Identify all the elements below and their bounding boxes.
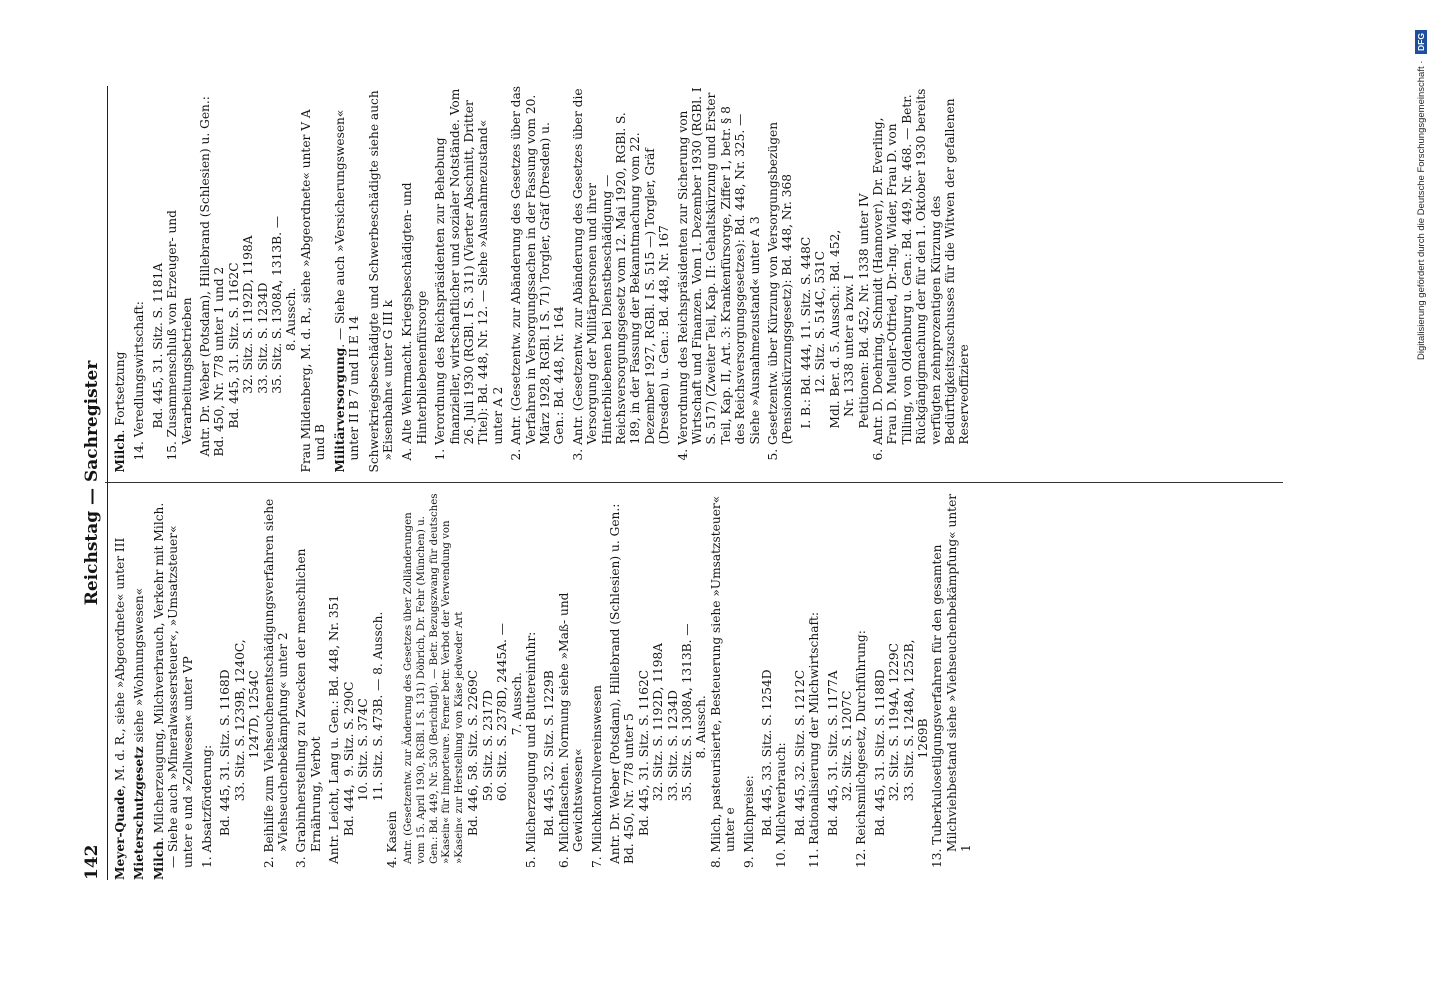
subentry-detail: Antr. (Gesetzentw. zur Änderung des Gesetzes über Zolländerungen vom 15. April 1930, RGBl. I S. 131) Döbrich, Dr. Fehr (München) u. Gen.: Bd. 449, Nr. 530 (Berichtigt). — Betr. Bezugszwang für deutsches »Kasein« für Importeure. Ferner betr. Verbot der Verwendung von »Kasein« zur Herstellung von Käse jedweder Art [403, 493, 465, 864]
subentry-heading: 9. Milchpreise: [741, 775, 756, 868]
subentry-heading: 3. Antr. (Gesetzentw. zur Abänderung des Gesetzes über die Versorgung der Militärpersonen und ihrer Hinterbliebenen bei Dienstbeschädigung — Reichsversorgungsgesetz vom 12. Mai 1920, RGBl. S. 189, in der Fassung der Bekanntmachung vom 22. Dezember 1927, RGBl. I S. 515 —) Torgler, Gräf (Dresden) u. Gen.: Bd. 448, Nr. 167 [570, 88, 672, 461]
index-entry: Frau Mildenberg, M. d. R., siehe »Abgeordnete« unter V A und B [298, 109, 328, 473]
entry-keyword: Mieterschutzgesetz [132, 746, 147, 880]
subentry-heading: 3. Grabinherstellung zu Zwecken der menschlichen Ernährung, Verbot [294, 548, 323, 868]
index-subentry [709, 494, 738, 881]
subentry-heading: 6. Milchflaschen. Normung siehe »Maß- und Gewichtswesen« [556, 592, 586, 868]
right-column [113, 86, 1283, 483]
index-subentry [262, 494, 291, 881]
reference-line: Bd. 445, 31. Sitz. S. 1162C [636, 669, 651, 836]
index-subentry [774, 494, 788, 881]
reference-line: 33. Sitz. S. 1234D [665, 690, 680, 836]
subentry-heading: 10. Milchverbrauch: [774, 742, 789, 868]
index-entry [333, 86, 362, 473]
reference-line: 12. Sitz. S. 514C, 531C [813, 250, 828, 429]
reference-line: 8. Aussch. [694, 695, 709, 836]
reference-line: Bd. 445, 32. Sitz. S. 1229B [542, 670, 557, 836]
reference-line: 10. Sitz. S. 374C [356, 698, 371, 836]
reference-line: Bd. 445, 31. Sitz. S. 1188D [872, 669, 887, 836]
subentry-heading: 13. Tuberkulosetilgungsverfahren für den gesamten Milchviehbestand siehe »Viehseuchenbekämpfung« unter 1 [930, 493, 974, 868]
reference-line: 32. Sitz. S. 1192D, 1198A [241, 235, 256, 429]
index-entry: Schwerkriegsbeschädigte und Schwerbeschädigte siehe auch »Eisenbahn« unter G III k [366, 90, 395, 473]
index-subentry [676, 86, 762, 473]
index-subentry [930, 494, 973, 881]
subentry-heading: 2. Antr. (Gesetzentw. zur Abänderung des Gesetzes über das Verfahren in Versorgungssachen in der Fassung vom 20. März 1928, RGBl. I S. 71) Torgler, Gräf (Dresden) u. Gen.: Bd. 448, Nr. 164 [509, 86, 567, 461]
reference-line: 32. Sitz. S. 1192D, 1198A [651, 642, 666, 836]
entry-keyword: Milch [151, 840, 166, 880]
reference-line: Nr. 1338 unter a bzw. I [842, 274, 857, 429]
index-subentry [294, 494, 323, 881]
digitization-credit [1411, 0, 1433, 1000]
subentry-heading: 15. Zusammenschluß von Erzeuger- und Verarbeitungsbetrieben [165, 210, 194, 461]
index-subentry [590, 494, 604, 881]
index-subentry [766, 86, 795, 473]
reference-line: Bd. 446, 58. Sitz. S. 2269C [466, 669, 481, 836]
entry-text: . Fortsetzung [113, 351, 127, 434]
entry-text: . — Siehe auch »Versicherungswesen« unter II B 7 und II E 14 [332, 109, 362, 461]
reference-line: Bd. 445, 31. Sitz. S. 1177A [825, 670, 840, 836]
subentry-heading: 2. Beihilfe zum Viehseuchenentschädigungsverfahren siehe »Viehseuchenbekämpfung« unter 2 [261, 498, 291, 868]
subentry-detail: Antr. Dr. Weber (Potsdam), Hillebrand (Schlesien) u. Gen.: Bd. 450, Nr. 778 unter 5 [607, 503, 637, 864]
subentry-detail: Antr. Leicht, Lang u. Gen.: Bd. 448, Nr. 351 [327, 594, 342, 864]
subentry-heading: 4. Kasein [384, 810, 399, 868]
index-subentry [509, 86, 567, 473]
reference-line: 11. Sitz. S. 473B. — 8. Aussch. [370, 611, 385, 836]
subentry-heading: 6. Antr. D. Doehring, Schmidt (Hannover), Dr. Everling, Frau D. Mueller-Otfried, Dr.-Ing. Wider, Frau D. von Tilling, von Oldenburg u. Gen.: Bd. 449, Nr. 468. — Betr. Rückgängigmachung der für den 1. Oktober 1930 bereits verfügten zehnprozentigen Kürzung des Bedürftigkeitszuschusses für die Witwen der gefallenen Reserveoffiziere [870, 88, 972, 461]
reference-line: 33. Sitz. S. 1239B, 1240C, [232, 639, 247, 836]
index-entry [132, 494, 146, 881]
entry-text: , M. d. R., siehe »Abgeordnete« unter III [113, 537, 127, 789]
page-header [80, 86, 104, 880]
index-subentry [524, 494, 538, 881]
subentry-heading: 14. Veredlungswirtschaft: [132, 301, 147, 461]
running-head: Reichstag — Sachregister [82, 360, 102, 606]
subentry-heading: 12. Reichsmilchgesetz, Durchführung: [854, 630, 869, 868]
index-entry [113, 494, 127, 881]
entry-keyword: Meyer-Quade [113, 788, 127, 880]
index-subentry [807, 494, 821, 881]
index-subentry [165, 86, 194, 473]
reference-line: 33. Sitz. S. 1248A, 1252B, [901, 639, 916, 836]
reference-line: 59. Sitz. S. 2317D [480, 690, 495, 836]
index-subentry [385, 494, 399, 881]
index-subentry [200, 494, 214, 881]
left-column [113, 484, 1283, 881]
reference-line: 35. Sitz. S. 1308A, 1313B. — [270, 215, 285, 429]
reference-line: Bd. 445, 31. Sitz. S. 1168D [218, 669, 233, 836]
entry-keyword: Milch [113, 433, 127, 473]
subentry-heading: 11. Rationalisierung der Milchwirtschaft: [807, 611, 822, 868]
index-subentry [571, 86, 672, 473]
reference-line: 1269B [916, 718, 931, 836]
entry-keyword: Militärversorgung [332, 347, 347, 473]
reference-line: Mdl. Ber. d. 5. Aussch.: Bd. 452, [827, 229, 842, 429]
index-subentry [400, 86, 429, 473]
subentry-heading: 5. Milcherzeugung und Buttereinfuhr: [523, 631, 538, 868]
reference-line: Bd. 445, 33. Sitz. S. 1254D [760, 669, 774, 836]
index-entry [152, 494, 195, 881]
reference-line: 32. Sitz. S. 1207C [840, 690, 855, 836]
reference-line: 1247D, 1254C [247, 670, 262, 836]
reference-line: Petitionen: Bd. 452, Nr. 1338 unter IV [856, 193, 871, 429]
reference-line: Bd. 445, 31. Sitz. S. 1181A [150, 262, 165, 429]
entry-text: . Milcherzeugung, Milchverbrauch, Verkehr mit Milch. — Siehe auch »Mineralwassersteuer«, »Umsatzsteuer« unter e und »Zollwesen« unter VP [151, 502, 195, 868]
subentry-heading: A. Alte Wehrmacht. Kriegsbeschädigten- und Hinterbliebenenfürsorge [400, 182, 429, 461]
index-subentry [433, 86, 505, 473]
index-entry [113, 86, 127, 473]
subentry-heading: 5. Gesetzentw. über Kürzung von Versorgungsbezügen (Pensionskürzungsgesetz): Bd. 448, Nr. 368 [766, 121, 795, 461]
subentry-heading: 8. Milch, pasteurisierte, Besteuerung siehe »Umsatzsteuer« unter e [708, 495, 738, 868]
index-subentry [871, 86, 972, 473]
index-subentry [854, 494, 868, 881]
subentry-detail: Antr. Dr. Weber (Potsdam), Hillebrand (Schlesien) u. Gen.: Bd. 450, Nr. 778 unter 1 und 2 [198, 96, 227, 457]
index-subentry [132, 86, 146, 473]
subentry-heading: 1. Verordnung des Reichspräsidenten zur Behebung finanzieller, wirtschaftlicher und sozialer Notstände. Vom 26. Juli 1930 (RGBl. I S. 311) (Vierter Abschnitt, Dritter Titel): Bd. 448, Nr. 12. — Siehe »Ausnahmezustand« unter A 2 [433, 88, 505, 461]
reference-line: 60. Sitz. S. 2378D, 2445A. — [495, 623, 510, 836]
dfg-logo: DFG [1415, 30, 1427, 54]
reference-line: Bd. 445, 32. Sitz. S. 1212C [792, 669, 807, 836]
reference-line: Bd. 445, 31. Sitz. S. 1162C [226, 262, 241, 429]
column-divider [105, 483, 1283, 484]
reference-line: I. B.: Bd. 444, 11. Sitz. S. 448C [798, 236, 813, 429]
credit-text: Digitalisierung gefördert durch die Deutsche Forschungsgemeinschaft · [1416, 60, 1427, 360]
subentry-heading: 1. Absatzförderung: [200, 744, 215, 868]
reference-line: 7. Aussch. [509, 672, 524, 836]
subentry-heading: 4. Verordnung des Reichspräsidenten zur Sicherung von Wirtschaft und Finanzen. Vom 1. Dezember 1930 (RGBl. I S. 517) (Zweiter Teil, Kap. II: Gehaltskürzung und Erster Teil, Kap. II, Art. 3: Krankenfürsorge, Ziffer 1, betr. § 8 des Reichsversorgungsgesetzes): Bd. 448, Nr. 325. — Siehe »Ausnahmezustand« unter A 3 [675, 87, 762, 461]
entry-text: siehe »Wohnungswesen« [132, 587, 147, 747]
index-subentry [742, 494, 756, 881]
page-number: 142 [82, 844, 102, 880]
reference-line: 33. Sitz. S. 1234D [255, 282, 270, 429]
columns [113, 86, 1283, 880]
reference-line: 8. Aussch. [284, 287, 299, 429]
reference-line: Bd. 444, 9. Sitz. S. 290C [341, 681, 356, 836]
index-subentry [557, 494, 586, 881]
reference-line: 32. Sitz. S. 1194A, 1229C [887, 642, 902, 836]
reference-line: 35. Sitz. S. 1308A, 1313B. — [679, 623, 694, 836]
subentry-heading: 7. Milchkontrollvereinswesen [589, 685, 604, 868]
